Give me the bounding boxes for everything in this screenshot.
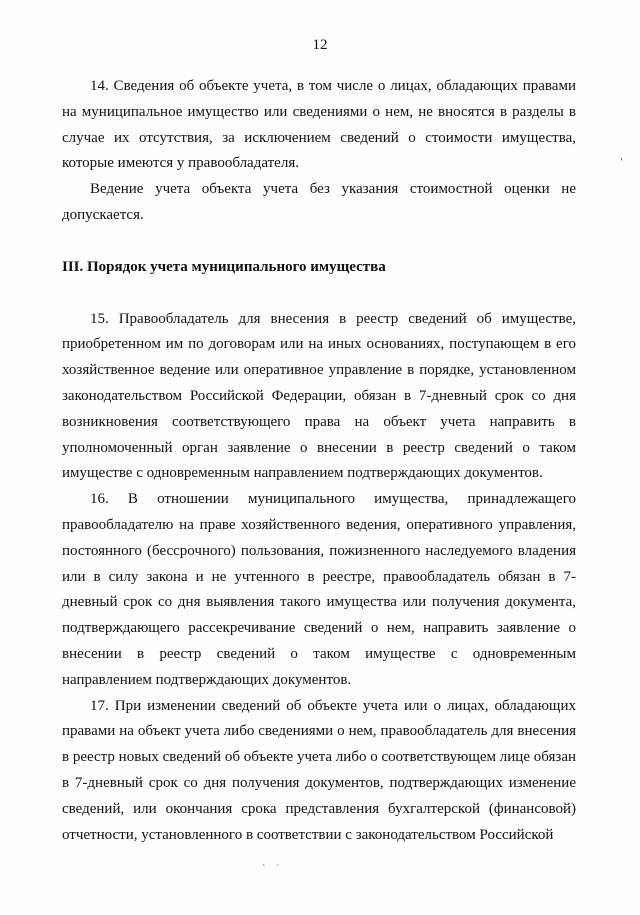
- paragraph-17: 17. При изменении сведений об объекте учета или о лицах, обладающих правами на объект учета либо сведениями о нем, правообладатель для внесения в реестр новых сведений об объекте учета либо о соответствующем лице обязан в 7-дневный срок со дня получения документов, подтверждающих изменение сведений, или окончания срока представления бухгалтерской (финансовой) отчетности, установленного в соответствии с законодательством Российской: [62, 697, 576, 843]
- scan-mark-right: ʻ: [620, 157, 624, 168]
- paragraph-14: 14. Сведения об объекте учета, в том числе о лицах, обладающих правами на муниципальное имущество или сведениями о нем, не вносятся в разделы в случае их отсутствия, за исключением сведений о стоимости имущества, которые имеются у правообладателя.: [62, 78, 576, 172]
- paragraph-valuation-note: Ведение учета объекта учета без указания стоимостной оценки не допускается.: [62, 181, 576, 223]
- paragraph-15: 15. Правообладатель для внесения в реестр сведений об имуществе, приобретенном им по договорам или на иных основаниях, поступающем в его хозяйственное ведение или оперативное управление в порядке, установленном законодательством Российской Федерации, обязан в 7-дневный срок со дня возникновения соответствующего права на объект учета направить в уполномоченный орган заявление о внесении в реестр сведений о таком имуществе с одновременным направлением подтверждающих документов.: [62, 310, 576, 482]
- page-number: 12: [312, 37, 328, 53]
- scan-mark-bottom: ` ˋ: [262, 864, 284, 875]
- document-body: [62, 74, 576, 848]
- section-heading: III. Порядок учета муниципального имущества: [62, 258, 386, 275]
- paragraph-16: 16. В отношении муниципального имущества, принадлежащего правообладателю на праве хозяйственного ведения, оперативного управления, постоянного (бессрочного) пользования, пожизненного наследуемого владения или в силу закона и не учтенного в реестре, правообладатель обязан в 7-дневный срок со дня выявления такого имущества или получения документа, подтверждающего рассекречивание сведений о нем, направить заявление о внесении в реестр сведений о таком имуществе с одновременным направлением подтверждающих документов.: [62, 491, 576, 688]
